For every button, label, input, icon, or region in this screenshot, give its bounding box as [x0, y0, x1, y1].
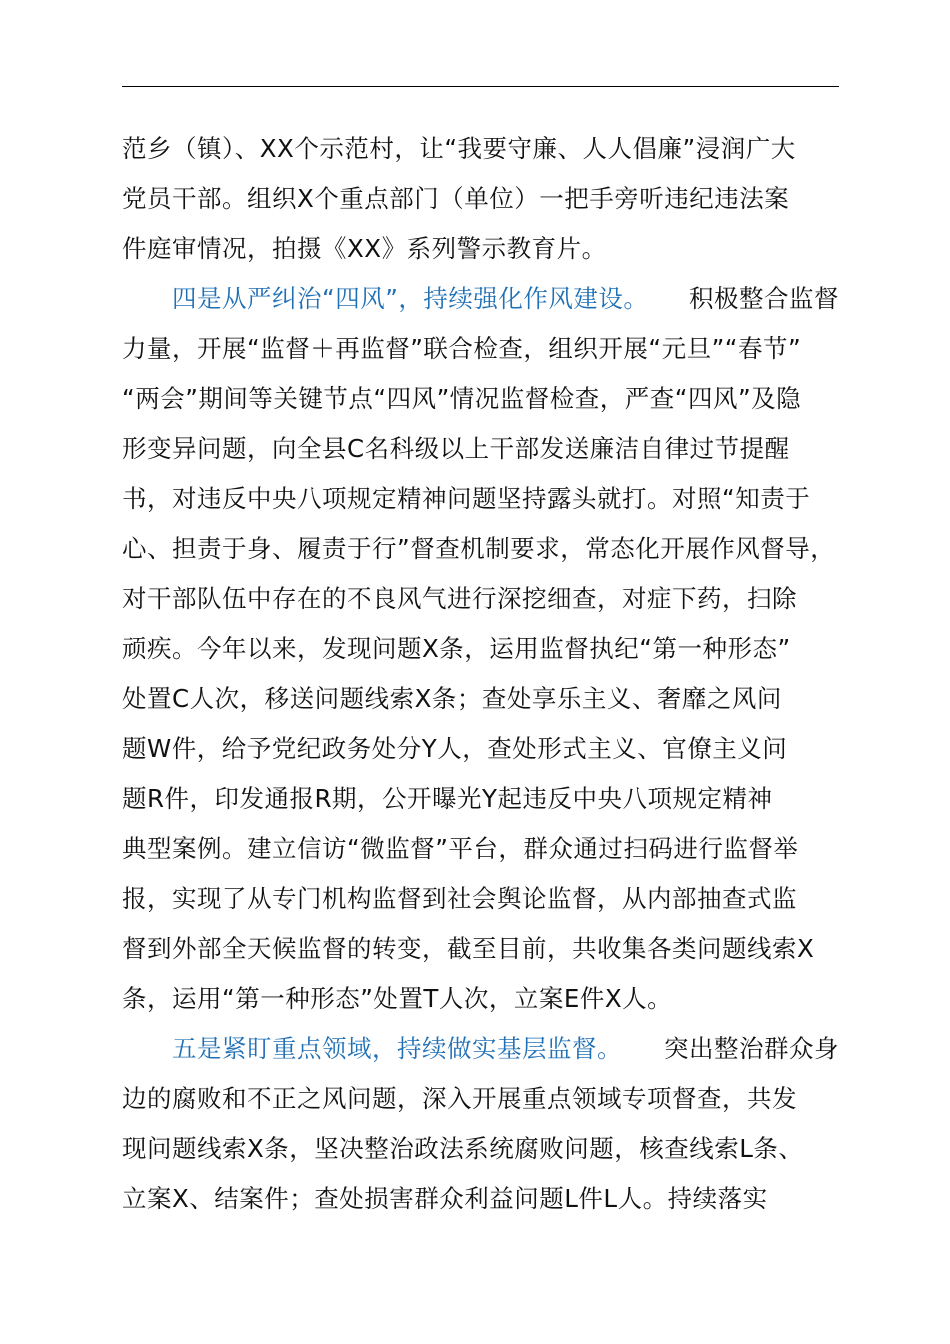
paragraph-line: 题R件，印发通报R期，公开曝光Y起违反中央八项规定精神 [122, 784, 773, 813]
paragraph-line: 处置C人次，移送问题线索X条；查处享乐主义、奢靡之风问 [122, 684, 782, 713]
document-body [122, 124, 839, 1224]
paragraph-line: 顽疾。今年以来，发现问题X条，运用监督执纪“第一种形态” [122, 634, 791, 663]
paragraph-line: 题W件，给予党纪政务处分Y人，查处形式主义、官僚主义问 [122, 734, 788, 763]
paragraph-line: 督到外部全天候监督的转变，截至目前，共收集各类问题线索X [122, 934, 815, 963]
paragraph-line: 件庭审情况，拍摄《XX》系列警示教育片。 [122, 234, 607, 263]
paragraph-line: 报，实现了从专门机构监督到社会舆论监督，从内部抽查式监 [122, 884, 797, 913]
section-heading: 五是紧盯重点领域，持续做实基层监督。 [172, 1034, 622, 1063]
paragraph-line: 典型案例。建立信访“微监督”平台，群众通过扫码进行监督举 [122, 834, 799, 863]
paragraph-first-line [122, 1024, 839, 1074]
section-heading: 四是从严纠治“四风”，持续强化作风建设。 [172, 284, 649, 313]
paragraph-first-line [122, 274, 839, 324]
paragraph-line: 现问题线索X条，坚决整治政法系统腐败问题，核查线索L条、 [122, 1134, 804, 1163]
paragraph-line: 范乡（镇）、XX个示范村，让“我要守廉、人人倡廉”浸润广大 [122, 134, 796, 163]
paragraph-line: 心、担责于身、履责于行”督查机制要求，常态化开展作风督导， [122, 534, 836, 563]
paragraph-text: 突出整治群众身 [664, 1034, 839, 1063]
paragraph-text: 积极整合监督 [689, 284, 839, 313]
paragraph-line: 力量，开展“监督＋再监督”联合检查，组织开展“元旦”“春节” [122, 334, 802, 363]
paragraph-line: 条，运用“第一种形态”处置T人次，立案E件X人。 [122, 984, 673, 1013]
paragraph-line: 边的腐败和不正之风问题，深入开展重点领域专项督查，共发 [122, 1084, 797, 1113]
paragraph-line: “两会”期间等关键节点“四风”情况监督检查，严查“四风”及隐 [122, 384, 802, 413]
paragraph-line: 对干部队伍中存在的不良风气进行深挖细查，对症下药，扫除 [122, 584, 797, 613]
paragraph-line: 立案X、结案件；查处损害群众利益问题L件L人。持续落实 [122, 1184, 768, 1213]
paragraph-line: 书，对违反中央八项规定精神问题坚持露头就打。对照“知责于 [122, 484, 811, 513]
paragraph-line: 形变异问题，向全县C名科级以上干部发送廉洁自律过节提醒 [122, 434, 790, 463]
header-rule [122, 86, 839, 87]
paragraph-line: 党员干部。组织X个重点部门（单位）一把手旁听违纪违法案 [122, 184, 790, 213]
